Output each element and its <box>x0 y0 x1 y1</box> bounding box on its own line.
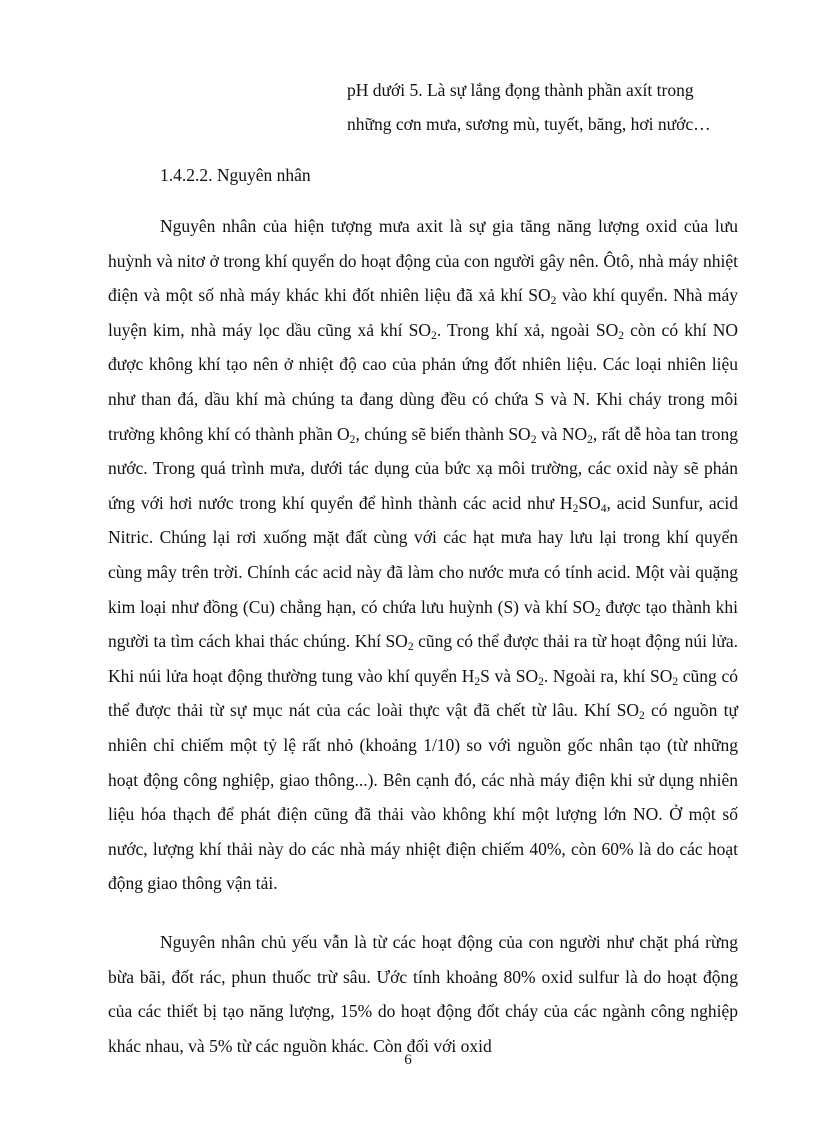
paragraph-2: Nguyên nhân chủ yếu vẫn là từ các hoạt động của con người như chặt phá rừng bừa bãi, đốt rác, phun thuốc trừ sâu. Ước tính khoảng 80% oxid sulfur là do hoạt động của các thiết bị tạo năng lượng, 15% do hoạt động đốt cháy của các ngành công nghiệp khác nhau, và 5% từ các nguồn khác. Còn đối với oxid <box>108 932 738 1056</box>
section-heading: 1.4.2.2. Nguyên nhân <box>160 165 311 185</box>
intro-continuation <box>347 73 752 141</box>
intro-line-2: những cơn mưa, sương mù, tuyết, băng, hơi nước… <box>347 114 711 134</box>
paragraph-1: Nguyên nhân của hiện tượng mưa axit là sự gia tăng năng lượng oxid của lưu huỳnh và nitơ ở trong khí quyển do hoạt động của con người gây nên. Ôtô, nhà máy nhiệt điện và một số nhà máy khác khi đốt nhiên liệu đã xả khí $SO_2$ vào khí quyển. Nhà máy luyện kim, nhà máy lọc dầu cũng xả khí $SO_2$. Trong khí xả, ngoài $SO_2$ còn có khí NO được không khí tạo nên ở nhiệt độ cao của phản ứng đốt nhiên liệu. Các loại nhiên liệu như than đá, dầu khí mà chúng ta đang dùng đều có chứa S và N. Khi cháy trong môi trường không khí có thành phần $O_2$, chúng sẽ biến thành $SO_2$ và $NO_2$, rất dễ hòa tan trong nước. Trong quá trình mưa, dưới tác dụng của bức xạ môi trường, các oxid này sẽ phản ứng với hơi nước trong khí quyển để hình thành các acid như $H_2SO_4$, acid Sunfur, acid Nitric. Chúng lại rơi xuống mặt đất cùng với các hạt mưa hay lưu lại trong khí quyển cùng mây trên trời. Chính các acid này đã làm cho nước mưa có tính acid. Một vài quặng kim loại như đồng (Cu) chẳng hạn, có chứa lưu huỳnh (S) và khí $SO_2$ được tạo thành khi người ta tìm cách khai thác chúng. Khí $SO_2$ cũng có thể được thải ra từ hoạt động núi lửa. Khi núi lửa hoạt động thường tung vào khí quyển $H_2S$ và $SO_2$. Ngoài ra, khí $SO_2$ cũng có thể được thải từ sự mục nát của các loài thực vật đã chết từ lâu. Khí $SO_2$ có nguồn tự nhiên chỉ chiếm một tỷ lệ rất nhỏ (khoảng 1/10) so với nguồn gốc nhân tạo (từ những hoạt động công nghiệp, giao thông...). Bên cạnh đó, các nhà máy điện khi sử dụng nhiên liệu hóa thạch để phát điện cũng đã thải vào không khí một lượng lớn NO. Ở một số nước, lượng khí thải này do các nhà máy nhiệt điện chiếm 40%, còn 60% là do các hoạt động giao thông vận tải. <box>108 216 739 894</box>
page-number: 6 <box>404 1052 412 1068</box>
intro-line-1: pH dưới 5. Là sự lắng đọng thành phần axít trong <box>347 80 694 100</box>
